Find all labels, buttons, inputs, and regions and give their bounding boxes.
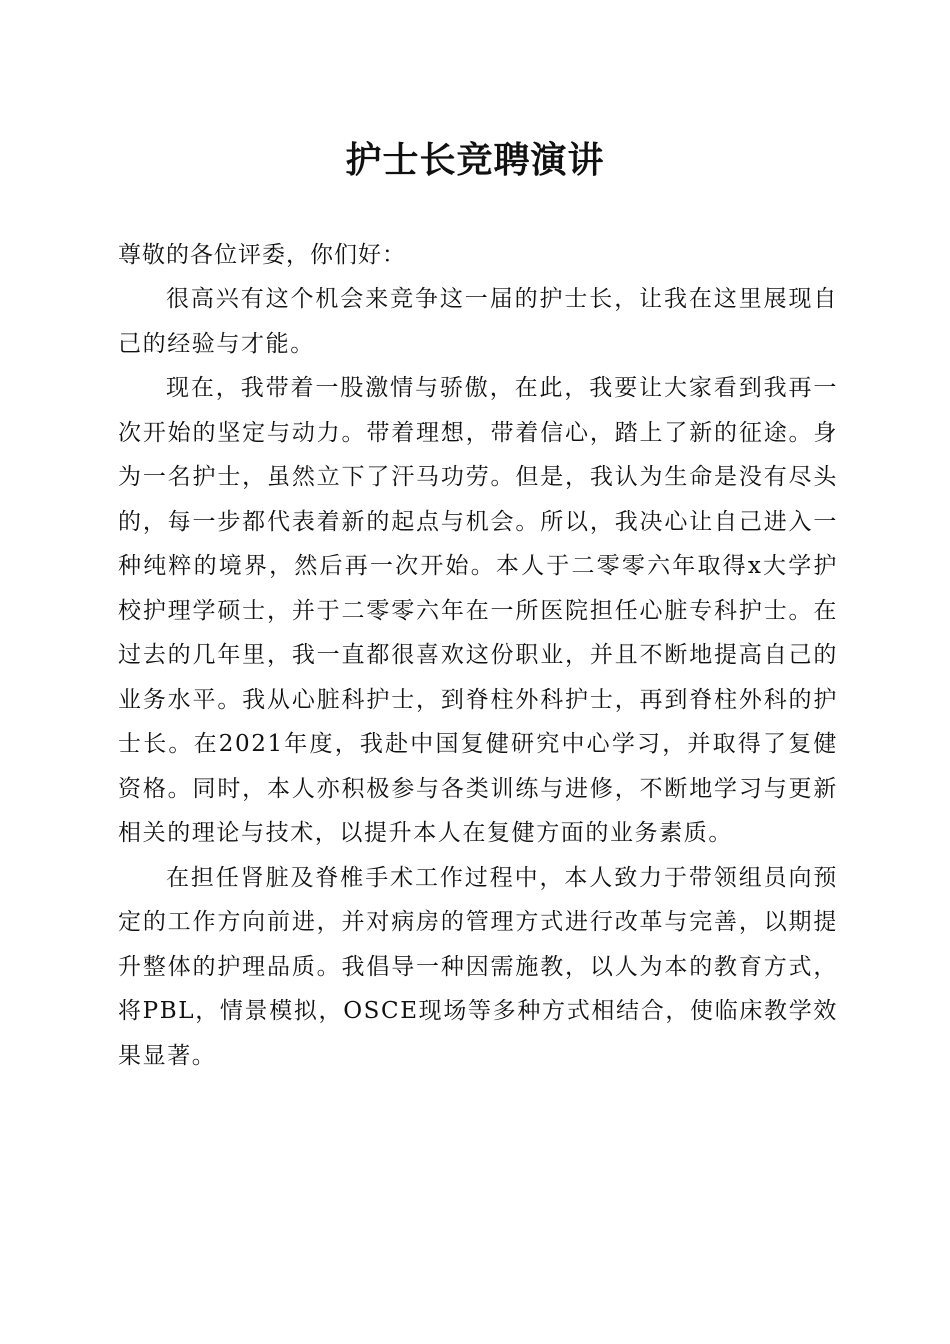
- greeting: 尊敬的各位评委，你们好：: [118, 242, 406, 268]
- paragraph-2: 现在，我带着一股激情与骄傲，在此，我要让大家看到我再一次开始的坚定与动力。带着理想，带着信心，踏上了新的征途。身为一名护士，虽然立下了汗马功劳。但是，我认为生命是没有尽头的，每一步都代表着新的起点与机会。所以，我决心让自己进入一种纯粹的境界，然后再一次开始。本人于二零零六年取得x大学护校护理学硕士，并于二零零六年在一所医院担任心脏专科护士。在过去的几年里，我一直都很喜欢这份职业，并且不断地提高自己的业务水平。我从心脏科护士，到脊柱外科护士，再到脊柱外科的护士长。在2021年度，我赴中国复健研究中心学习，并取得了复健资格。同时，本人亦积极参与各类训练与进修，不断地学习与更新相关的理论与技术，以提升本人在复健方面的业务素质。: [118, 375, 838, 846]
- paragraph-3: 在担任肾脏及脊椎手术工作过程中，本人致力于带领组员向预定的工作方向前进，并对病房的管理方式进行改革与完善，以期提升整体的护理品质。我倡导一种因需施教，以人为本的教育方式，将PBL，情景模拟，OSCE现场等多种方式相结合，使临床教学效果显著。: [118, 864, 838, 1069]
- document-body: [118, 233, 838, 1078]
- page-title: 护士长竞聘演讲: [345, 139, 605, 181]
- paragraph-1: 很高兴有这个机会来竞争这一届的护士长，让我在这里展现自己的经验与才能。: [118, 286, 838, 357]
